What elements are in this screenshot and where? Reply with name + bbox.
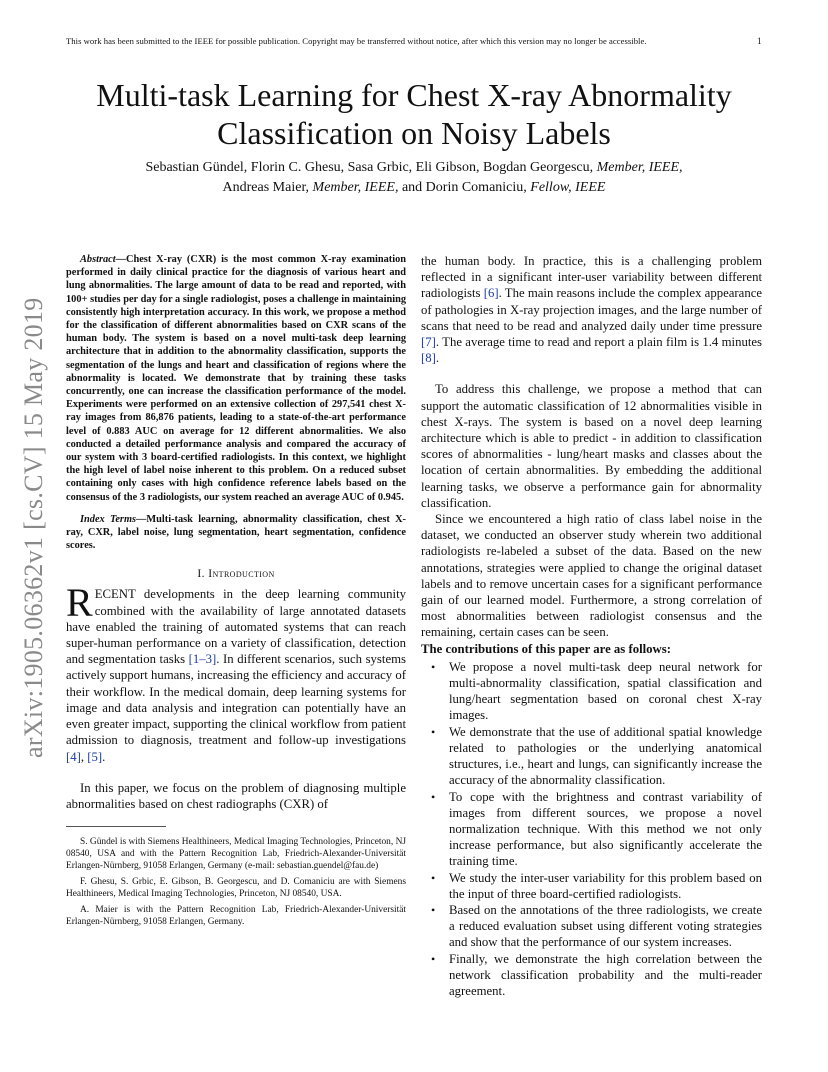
footnote-rule bbox=[66, 826, 166, 827]
author-line-1 bbox=[60, 158, 768, 178]
submission-notice: This work has been submitted to the IEEE for possible publication. Copyright may be transferred without notice, after which this version may no longer be accessible. bbox=[66, 36, 647, 46]
section-number: I. bbox=[197, 567, 205, 581]
footnote-1: S. Gündel is with Siemens Healthineers, Medical Imaging Technologies, Princeton, NJ 08540, USA and with the Pattern Recognition Lab, Friedrich-Alexander-Universität Erlangen-Nürnberg, 91058 Erlangen, Germany (e-mail: sebastian.guendel@fau.de) bbox=[66, 837, 406, 872]
intro-paragraph-2-cont bbox=[421, 253, 762, 366]
arxiv-identifier: arXiv:1905.06362v1 [cs.CV] 15 May 2019 bbox=[19, 297, 48, 758]
intro-paragraph-2-start bbox=[66, 780, 406, 812]
abstract-text: —Chest X-ray (CXR) is the most common X-ray examination performed in daily clinical practice for the diagnosis of various heart and lung abnormalities. The large amount of data to be read and reported, with 100+ studies per day for a single radiologist, poses a challenge in maintaining consistently high interpretation accuracy. In this work, we propose a method for the classification of different abnormalities based on CXR scans of the human body. The system is based on a novel multi-task deep learning architecture that in addition to the abnormality classification, supports the segmentation of the lungs and heart and classification of regions where the abnormality is located. We demonstrate that by training these tasks concurrently, one can increase the classification performance of the model. Experiments were performed on an extensive collection of 297,541 chest X-ray images from 86,876 patients, leading to a state-of-the-art performance level of 0.883 AUC on average for 12 different abnormalities. We also conducted a detailed performance analysis and compared the accuracy of our system with 3 board-certified radiologists. In this context, we highlight the high level of label noise inherent to this problem. On a reduced subset containing only cases with high confidence reference labels based on the consensus of the 3 radiologists, our system reached an average AUC of 0.945. bbox=[66, 254, 406, 503]
bullet-icon: • bbox=[431, 789, 436, 804]
page-number: 1 bbox=[757, 36, 762, 46]
footnote-3: A. Maier is with the Pattern Recognition Lab, Friedrich-Alexander-Universität Erlangen-Nürnberg, 91058 Erlangen, Germany. bbox=[66, 905, 406, 928]
sentence-end: . bbox=[435, 351, 440, 366]
citation-link[interactable]: [6] bbox=[483, 286, 499, 301]
drop-cap: R bbox=[66, 580, 93, 626]
section-heading bbox=[66, 567, 406, 580]
author-name-maier: Andreas Maier, bbox=[222, 180, 310, 195]
intro-p1-text: ECENT developments in the deep learning community combined with the availability of large annotated datasets have enabled the training of automated systems that can reach super-human performance on a variety of classification, detection and segmentation tasks bbox=[66, 587, 406, 667]
bullet-icon: • bbox=[431, 724, 436, 739]
author-role-1: Member, IEEE, bbox=[596, 160, 683, 175]
footnote-2: F. Ghesu, S. Grbic, E. Gibson, B. Georgescu, and D. Comaniciu are with Siemens Healthineers, Medical Imaging Technologies, Princeton, NJ 08540, USA. bbox=[66, 877, 406, 900]
index-terms-label: Index Terms bbox=[80, 513, 137, 525]
index-terms-text: —Multi-task learning, abnormality classification, chest X-ray, CXR, label noise, lung segmentation, heart segmentation, confidence scores. bbox=[66, 513, 407, 552]
paper-title bbox=[60, 76, 768, 152]
abstract-label: Abstract bbox=[80, 254, 116, 265]
author-line-2 bbox=[60, 178, 768, 198]
author-role-comaniciu: Fellow, IEEE bbox=[530, 180, 606, 195]
intro-paragraph-3: To address this challenge, we propose a method that can support the automatic classification of 12 abnormalities visible in chest X-rays. The system is based on a novel deep learning architecture which is able to predict - in addition to classification scores of abnormalities - lung/heart masks and classes about the location of certain abnormalities. By embedding the additional learning tasks, we observe a performance gain for abnormality classification. bbox=[421, 382, 762, 510]
contribution-text: To cope with the brightness and contrast variability of images from different sources, we propose a novel normalization technique. With this method we not only increase performance, but also significantly accelerate the training time. bbox=[449, 789, 762, 869]
intro-paragraph-4: Since we encountered a high ratio of class label noise in the dataset, we conducted an observer study wherein two additional radiologists re-labeled a subset of the data. Based on the new annotations, strategies were applied to change the original dataset labels and to remove uncertain cases for a significant performance gain of our learned model. Furthermore, a strong correlation of most abnormalities between radiologist consensus and the remaining, certain cases can be seen. bbox=[421, 512, 762, 640]
citation-link[interactable]: [5] bbox=[87, 749, 103, 764]
contribution-text: Finally, we demonstrate the high correlation between the network classification probability and the multi-reader agreement. bbox=[449, 951, 762, 998]
intro-p2-continuation: the human body. In practice, this is a challenging problem reflected in a significant inter-user variability between different radiologists bbox=[421, 254, 762, 301]
list-item bbox=[421, 724, 762, 789]
citation-link[interactable]: [7] bbox=[421, 335, 436, 350]
citation-link[interactable]: [4] bbox=[66, 749, 81, 764]
author-names-1: Sebastian Gündel, Florin C. Ghesu, Sasa Grbic, Eli Gibson, Bogdan Georgescu, bbox=[145, 160, 594, 175]
citation-link[interactable]: [1–3] bbox=[188, 652, 217, 667]
contribution-text: We study the inter-user variability for this problem based on the input of three board-certified radiologists. bbox=[449, 870, 762, 901]
list-item bbox=[421, 870, 762, 902]
contributions-lead: The contributions of this paper are as follows: bbox=[421, 641, 671, 656]
citation-separator: , bbox=[80, 749, 88, 764]
author-list bbox=[60, 158, 768, 198]
contribution-text: We propose a novel multi-task deep neural network for multi-abnormality classification, spatial classification and lung/heart segmentation based on coronal chest X-ray images. bbox=[449, 659, 762, 723]
bullet-icon: • bbox=[431, 659, 436, 674]
intro-p1-text-2: . In different scenarios, such systems actively support humans, increasing the efficiency and accuracy of their workflow. In the medical domain, deep learning systems for image and data analysis and integration can potentially have an even greater impact, supporting the clinical workflow from patient admission to diagnosis, treatment and follow-up investigations bbox=[66, 652, 406, 748]
intro-p2-text: In this paper, we focus on the problem of diagnosing multiple abnormalities based on chest radiographs (CXR) of bbox=[66, 780, 406, 811]
list-item bbox=[421, 951, 762, 1000]
title-line-2: Classification on Noisy Labels bbox=[217, 115, 611, 151]
index-terms bbox=[66, 513, 406, 553]
right-column bbox=[421, 253, 762, 999]
contributions-list bbox=[421, 659, 762, 999]
author-name-comaniciu: and Dorin Comaniciu, bbox=[401, 180, 527, 195]
sentence-end: . bbox=[102, 749, 106, 764]
author-role-maier: Member, IEEE, bbox=[312, 180, 399, 195]
intro-p2-text-2: . The main reasons include the complex appearance of pathologies in X-ray projection images, and the large number of scans that need to be read and analyzed daily under time pressure bbox=[421, 286, 763, 333]
left-column bbox=[66, 253, 406, 928]
section-title: Introduction bbox=[208, 567, 275, 581]
intro-paragraph-1 bbox=[66, 580, 406, 764]
bullet-icon: • bbox=[431, 870, 436, 885]
intro-p2-text-3: . The average time to read and report a plain film is 1.4 minutes bbox=[435, 335, 762, 350]
list-item bbox=[421, 789, 762, 870]
citation-link[interactable]: [8] bbox=[421, 351, 436, 366]
list-item bbox=[421, 902, 762, 951]
bullet-icon: • bbox=[431, 902, 436, 917]
bullet-icon: • bbox=[431, 951, 436, 966]
contribution-text: Based on the annotations of the three radiologists, we create a reduced evaluation subset using different voting strategies and show that the performance of our system increases. bbox=[449, 902, 762, 950]
contribution-text: We demonstrate that the use of additional spatial knowledge related to pathologies or the underlying anatomical structures, i.e., heart and lungs, can significantly increase the accuracy of the abnormality classification. bbox=[449, 724, 762, 788]
abstract bbox=[66, 253, 406, 504]
list-item bbox=[421, 659, 762, 724]
title-line-1: Multi-task Learning for Chest X-ray Abnormality bbox=[96, 77, 732, 113]
